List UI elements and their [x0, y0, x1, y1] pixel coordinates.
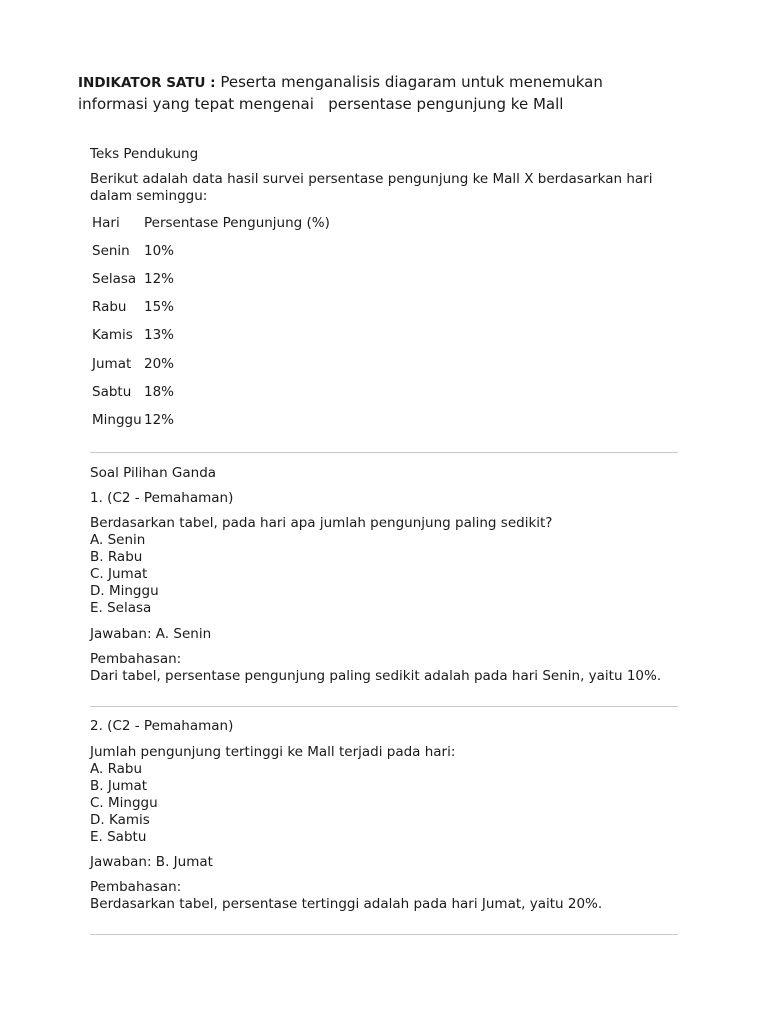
indicator-header	[78, 72, 678, 115]
q1-option-d: D. Minggu	[90, 583, 159, 599]
q1-option-c: C. Jumat	[90, 566, 148, 582]
q2-question: Jumlah pengunjung tertinggi ke Mall terjadi pada hari:	[90, 744, 456, 760]
divider	[90, 452, 678, 453]
support-intro-line2: dalam seminggu:	[90, 188, 208, 204]
q1-discussion-label: Pembahasan:	[90, 651, 182, 667]
indicator-text-line1: Peserta menganalisis diagaram untuk menemukan	[220, 73, 603, 91]
table-row	[92, 327, 174, 344]
q2-discussion: Berdasarkan tabel, persentase tertinggi adalah pada hari Jumat, yaitu 20%.	[90, 896, 603, 912]
table-cell-pct: 20%	[144, 356, 175, 372]
table-cell-day: Minggu	[92, 412, 142, 428]
indicator-label: INDIKATOR SATU :	[78, 75, 216, 91]
q2-number: 2. (C2 - Pemahaman)	[90, 718, 234, 734]
q2-option-d: D. Kamis	[90, 812, 150, 828]
table-cell-pct: 13%	[144, 327, 175, 343]
table-cell-day: Sabtu	[92, 384, 132, 400]
q1-discussion-block	[90, 651, 690, 685]
q2-block	[90, 744, 690, 846]
q1-number: 1. (C2 - Pemahaman)	[90, 490, 234, 506]
table-cell-pct: 10%	[144, 243, 175, 259]
divider	[90, 706, 678, 707]
quiz-title: Soal Pilihan Ganda	[90, 465, 217, 481]
table-row	[92, 299, 174, 316]
support-title: Teks Pendukung	[90, 146, 199, 162]
q2-discussion-label: Pembahasan:	[90, 879, 182, 895]
table-header-day: Hari	[92, 215, 120, 231]
table-cell-pct: 18%	[144, 384, 175, 400]
q2-answer: Jawaban: B. Jumat	[90, 854, 213, 870]
q2-option-a: A. Rabu	[90, 761, 143, 777]
q1-option-e: E. Selasa	[90, 600, 152, 616]
q2-option-c: C. Minggu	[90, 795, 158, 811]
table-cell-day: Senin	[92, 243, 130, 259]
q1-option-b: B. Rabu	[90, 549, 143, 565]
q2-discussion-block	[90, 879, 690, 913]
indicator-text-line2: informasi yang tepat mengenai persentase pengunjung ke Mall	[78, 95, 564, 113]
table-cell-pct: 12%	[144, 412, 175, 428]
table-cell-pct: 15%	[144, 299, 175, 315]
q1-answer: Jawaban: A. Senin	[90, 626, 212, 642]
q1-option-a: A. Senin	[90, 532, 146, 548]
divider	[90, 934, 678, 935]
q1-block	[90, 515, 690, 617]
table-cell-day: Jumat	[92, 356, 132, 372]
q1-discussion: Dari tabel, persentase pengunjung paling sedikit adalah pada hari Senin, yaitu 10%.	[90, 668, 662, 684]
q2-option-b: B. Jumat	[90, 778, 148, 794]
table-cell-day: Selasa	[92, 271, 137, 287]
table-row	[92, 384, 174, 401]
table-row	[92, 356, 174, 373]
table-row	[92, 412, 174, 429]
table-cell-day: Kamis	[92, 327, 133, 343]
table-cell-pct: 12%	[144, 271, 175, 287]
table-row	[92, 271, 174, 288]
q1-question: Berdasarkan tabel, pada hari apa jumlah pengunjung paling sedikit?	[90, 515, 553, 531]
table-row	[92, 243, 174, 260]
table-header-row	[92, 215, 330, 232]
support-intro-line1: Berikut adalah data hasil survei persentase pengunjung ke Mall X berdasarkan hari	[90, 171, 653, 187]
q2-option-e: E. Sabtu	[90, 829, 147, 845]
table-header-pct: Persentase Pengunjung (%)	[144, 215, 330, 231]
table-cell-day: Rabu	[92, 299, 127, 315]
